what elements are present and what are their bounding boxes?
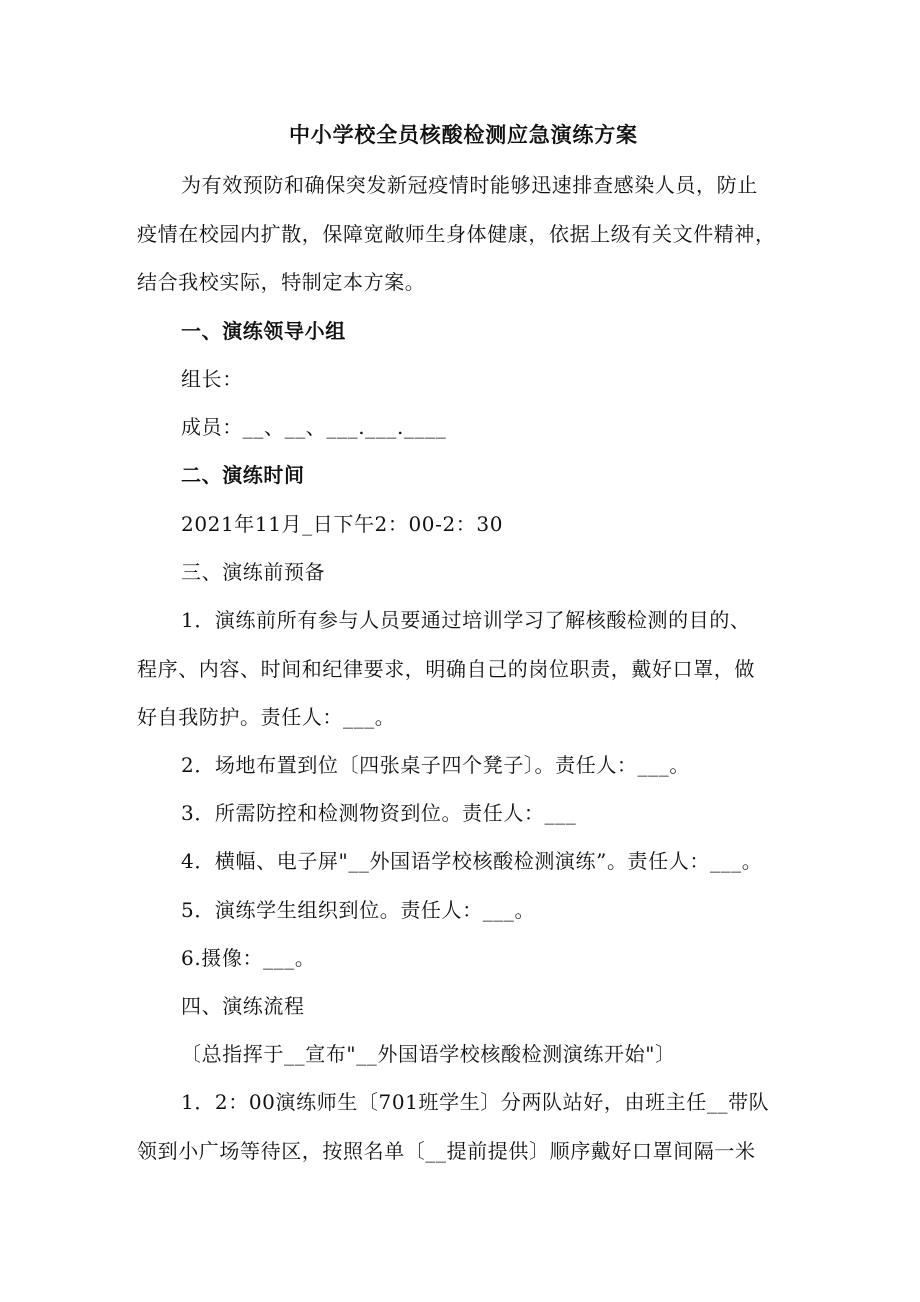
process-note: 〔总指挥于__宣布"__外国语学校核酸检测演练开始"〕 [181, 1042, 676, 1066]
prep-item-3: 3．所需防控和检测物资到位。责任人：___ [181, 801, 577, 825]
section-heading-time: 二、演练时间 [181, 463, 305, 487]
section-heading-process: 四、演练流程 [181, 994, 305, 1018]
prep-item-1-line-3: 好自我防护。责任人：___。 [137, 705, 396, 729]
prep-item-5: 5．演练学生组织到位。责任人：___。 [181, 898, 536, 922]
section-heading-preparation: 三、演练前预备 [181, 560, 326, 584]
prep-item-6: 6.摄像：___。 [181, 946, 316, 970]
drill-time-line: 2021年11月_日下午2：00-2：30 [181, 512, 504, 536]
process-item-1-line-1: 1．2：00演练师生〔701班学生〕分两队站好，由班主任__带队 [181, 1090, 770, 1114]
prep-item-2: 2．场地布置到位〔四张桌子四个凳子〕。责任人：___。 [181, 753, 690, 777]
section-heading-leadership: 一、演练领导小组 [181, 319, 346, 343]
intro-line-1: 为有效预防和确保突发新冠疫情时能够迅速排查感染人员，防止 [181, 173, 758, 197]
document-title: 中小学校全员核酸检测应急演练方案 [289, 122, 638, 147]
members-line: 成员：__、__、___.___.____ [181, 415, 447, 439]
intro-line-2: 疫情在校园内扩散，保障宽敞师生身体健康，依据上级有关文件精神， [137, 222, 776, 246]
prep-item-1-line-2: 程序、内容、时间和纪律要求，明确自己的岗位职责，戴好口罩，做 [137, 657, 755, 681]
intro-line-3: 结合我校实际，特制定本方案。 [137, 270, 426, 294]
leader-line: 组长： [181, 367, 243, 391]
process-item-1-line-2: 领到小广场等待区，按照名单〔__提前提供〕顺序戴好口罩间隔一米 [137, 1139, 756, 1163]
prep-item-1-line-1: 1．演练前所有参与人员要通过培训学习了解核酸检测的目的、 [181, 608, 751, 632]
prep-item-4: 4．横幅、电子屏"__外国语学校核酸检测演练”。责任人：___。 [181, 849, 763, 873]
